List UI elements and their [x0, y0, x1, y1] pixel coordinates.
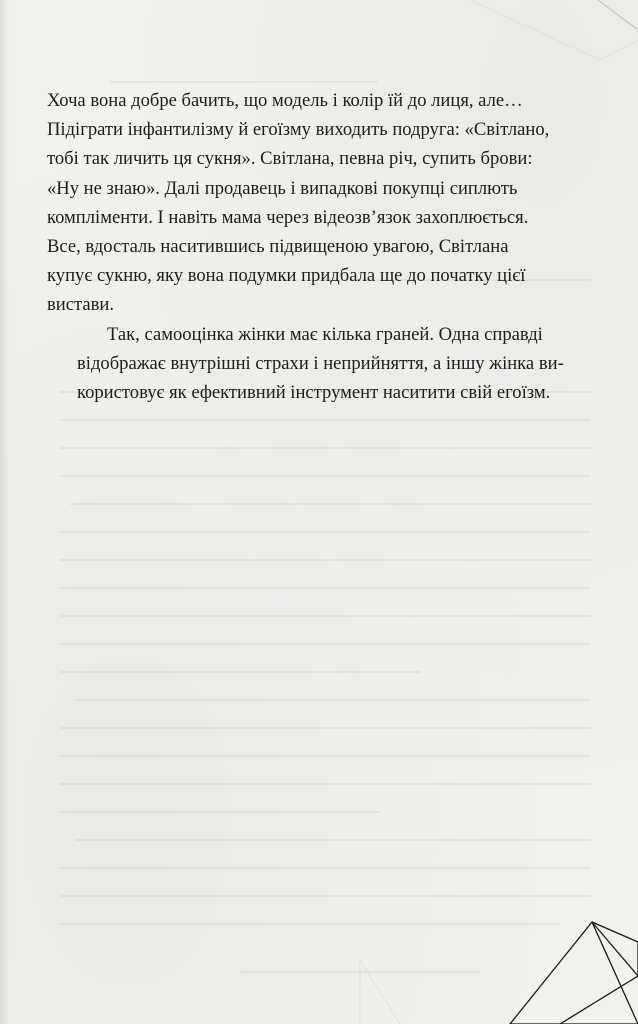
- text-line: Все, вдосталь наситившись підвищеною увагою, Світлана: [47, 236, 509, 258]
- text-line: компліменти. І навіть мама через відеозв’язок захоплюється.: [47, 206, 529, 228]
- text-line: купує сукню, яку вона подумки придбала ще до початку цієї: [47, 265, 526, 287]
- text-line: користовує як ефективний інструмент наситити свій егоїзм.: [77, 382, 551, 404]
- paragraph-2: [47, 320, 591, 408]
- text-line: «Ну не знаю». Далі продавець і випадкові покупці сиплють: [47, 177, 518, 199]
- text-line: Підіграти інфантилізму й егоїзму виходить подруга: «Світлано,: [47, 119, 550, 141]
- text-line: Хоча вона добре бачить, що модель і колір їй до лиця, але…: [47, 90, 523, 111]
- text-line: тобі так личить ця сукня». Світлана, певна річ, супить брови:: [47, 148, 533, 170]
- spine-shadow: [0, 0, 10, 1024]
- body-text: [47, 86, 591, 407]
- text-line: вистави.: [47, 294, 114, 316]
- text-line: відображає внутрішні страхи і неприйняття, а іншу жінка ви-: [77, 352, 564, 374]
- paragraph-1: [47, 86, 591, 320]
- text-line: Так, самооцінка жінки має кілька граней. Одна справді: [107, 323, 543, 345]
